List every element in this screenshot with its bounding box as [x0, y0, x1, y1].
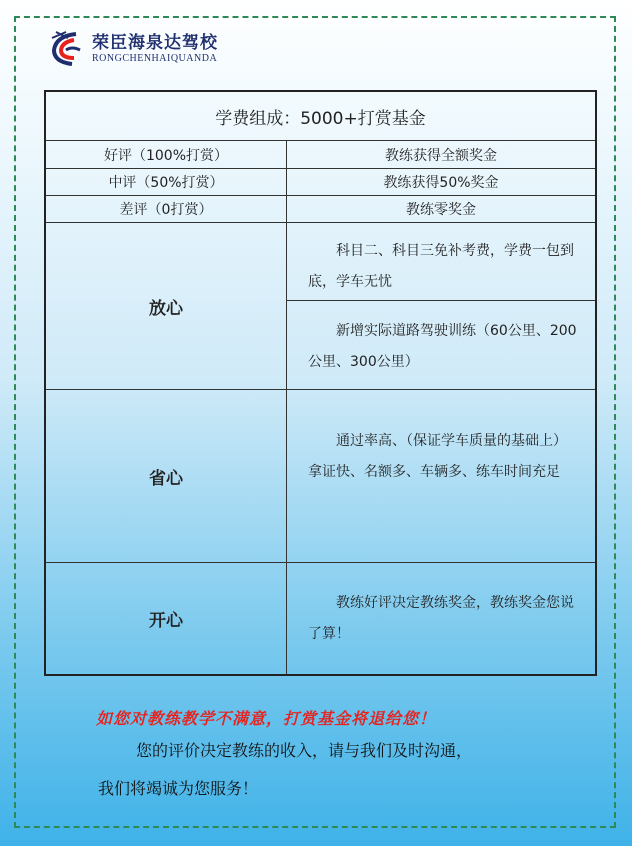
rating-bad-value: 教练零奖金	[406, 202, 476, 218]
service-note: 我们将竭诚为您服务！	[98, 779, 259, 798]
category-saves-effort: 省心	[149, 468, 183, 489]
logo-name-cn: 荣臣海泉达驾校	[92, 32, 218, 53]
saves-effort-item-1: 通过率高、（保证学车质量的基础上）拿证快、名额多、车辆多、练车时间充足	[308, 433, 567, 480]
table-title: 学费组成：5000+打赏基金	[215, 108, 426, 129]
category-happy: 开心	[149, 611, 183, 631]
logo	[46, 28, 218, 68]
rating-good-label: 好评（100%打赏）	[103, 147, 229, 164]
peace-of-mind-item-2: 新增实际道路驾驶训练（60公里、200公里、300公里）	[308, 323, 577, 370]
refund-notice: 如您对教练教学不满意，打赏基金将退给您！	[96, 709, 437, 728]
logo-name-en: RONGCHENHAIQUANDA	[92, 52, 218, 64]
rating-mid-value: 教练获得50%奖金	[383, 175, 499, 191]
rating-mid-label: 中评（50%打赏）	[108, 175, 224, 191]
rating-bad-label: 差评（0打赏）	[119, 202, 213, 218]
fee-table	[44, 90, 597, 676]
rating-good-value: 教练获得全额奖金	[385, 147, 497, 164]
happy-item-1: 教练好评决定教练奖金，教练奖金您说了算！	[308, 595, 574, 642]
category-peace-of-mind: 放心	[149, 298, 183, 319]
peace-of-mind-item-1: 科目二、科目三免补考费，学费一包到底，学车无忧	[308, 243, 574, 290]
logo-mark-icon	[46, 28, 86, 68]
feedback-note: 您的评价决定教练的收入，请与我们及时沟通，	[136, 741, 473, 760]
